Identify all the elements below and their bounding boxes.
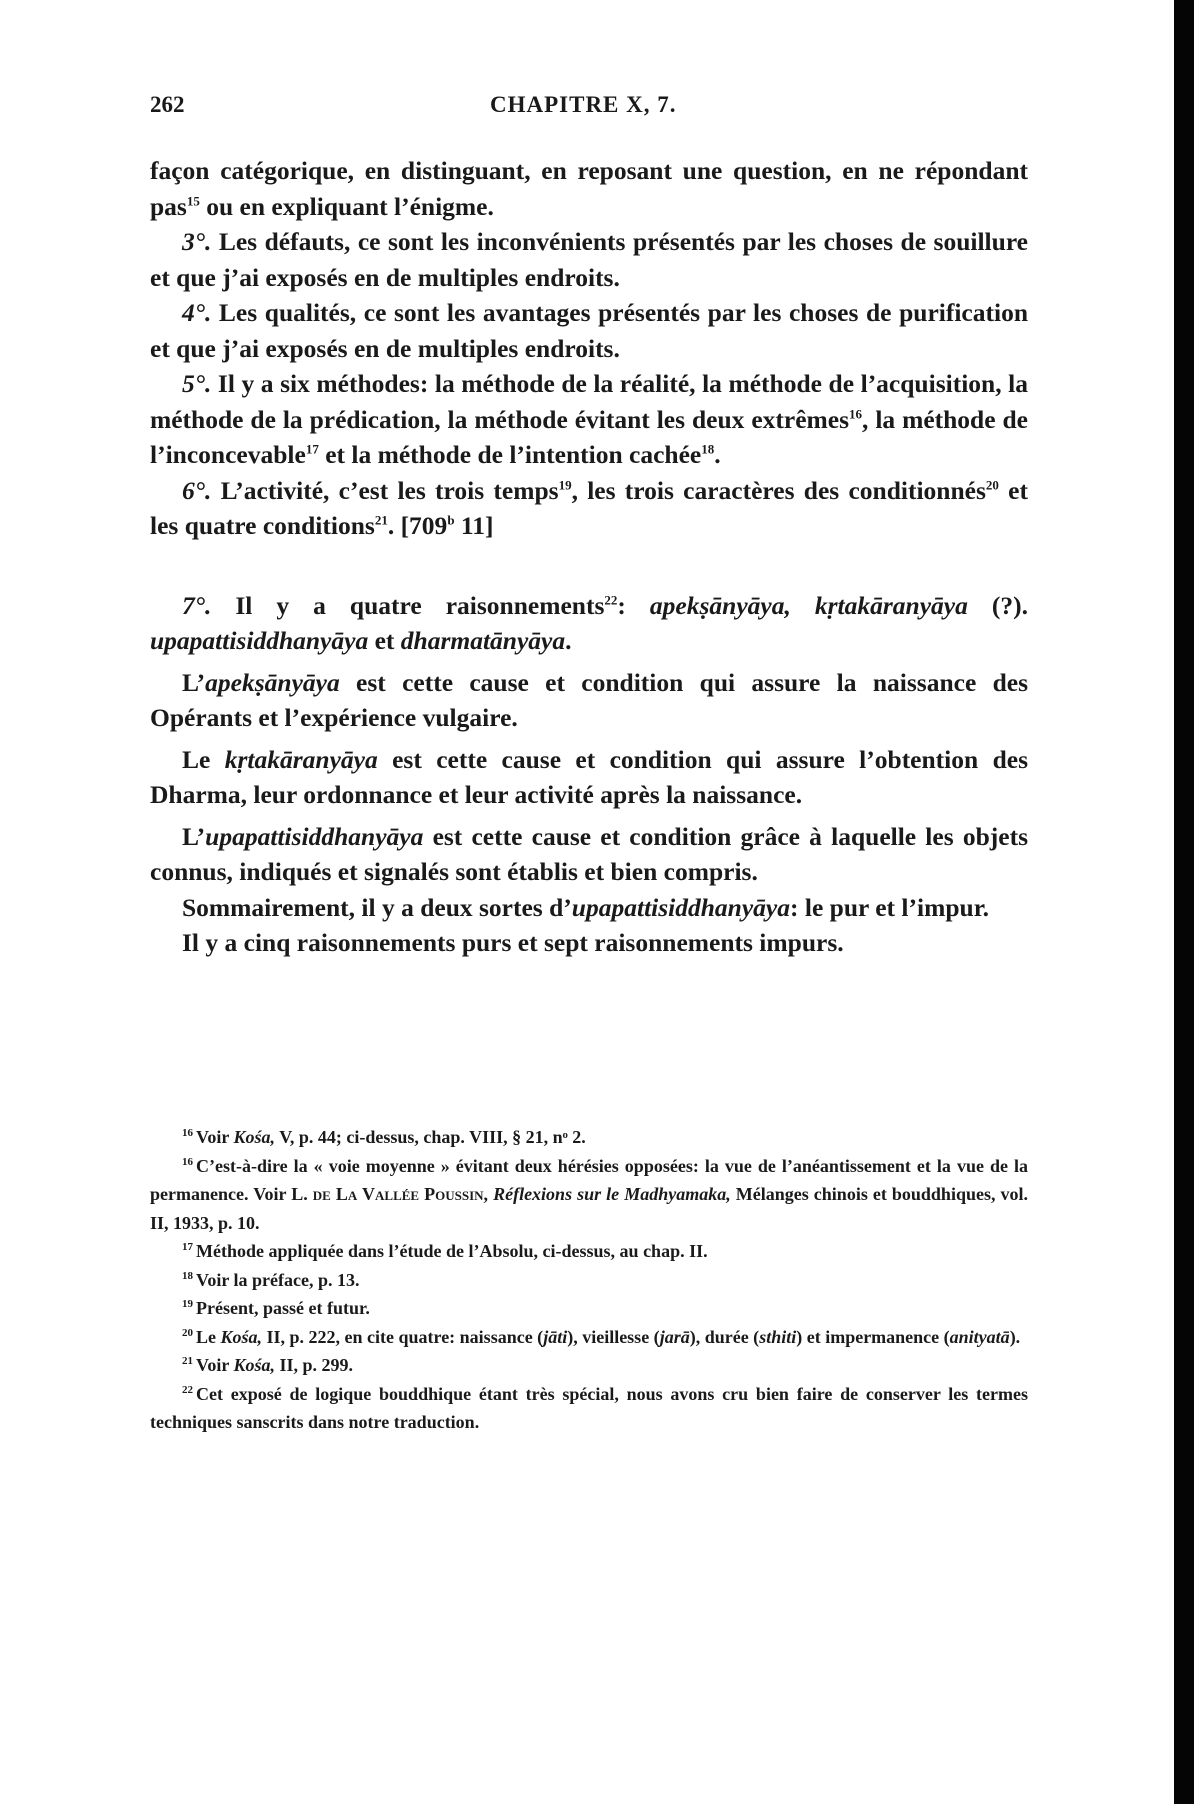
item-number: 4°. <box>182 298 212 327</box>
page-number: 262 <box>150 92 185 117</box>
paragraph-item-4: 4°. Les qualités, ce sont les avantages présentés par les choses de purification et que j’ai exposés en de multiples endroits. <box>150 298 1028 363</box>
paragraph-conclusion: Il y a cinq raisonnements purs et sept raisonnements impurs. <box>182 928 844 957</box>
footnote-ref: 19 <box>558 477 572 492</box>
footnote-17: $^{17}$ Méthode appliquée dans l’étude de l’Absolu, ci-dessus, au chap. II. <box>182 1241 708 1261</box>
sanskrit-term: dharmatānyāya <box>400 626 566 655</box>
footnote-16-b: $^{16}$ C’est-à-dire la « voie moyenne » évitant deux hérésies opposées: la vue de l’anéantissement et la vue de la permanence. Voir L. de La Vallée Poussin, Réflexions sur le Madhyamaka, Mélanges chinois et bouddhiques, vol. II, 1933, p. 10. <box>150 1155 1029 1233</box>
paragraph-summary: Sommairement, il y a deux sortes d’upapattisiddhanyāya: le pur et l’impur. <box>182 892 990 922</box>
paragraph-item-6: 6°. L’activité, c’est les trois temps$^{19}$, les trois caractères des conditionnés$^{20}$ et les quatre conditions$^{21}$. [709$^b$ 11] <box>150 475 1028 540</box>
sanskrit-term: upapattisiddhanyāya <box>205 821 424 851</box>
footnote-ref: 15 <box>186 193 200 208</box>
footnote-ref: 16 <box>849 406 863 421</box>
footnote-18: $^{18}$ Voir la préface, p. 13. <box>182 1269 360 1290</box>
main-text <box>150 153 1028 961</box>
item-number: 5°. <box>182 369 212 398</box>
paragraph-item-7: 7°. Il y a quatre raisonnements$^{22}$: apekṣānyāya, kṛtakāranyāya (?). upapattisiddhanyāya et dharmatānyāya. <box>150 590 1029 655</box>
paragraph-1: façon catégorique, en distinguant, en reposant une question, en ne répondant pas$^{15}$ ou en expliquant l’énigme. <box>150 156 1028 221</box>
footnote-16: $^{16}$ Voir Kośa, V, p. 44; ci-dessus, chap. VIII, § 21, nᵒ 2. <box>182 1127 586 1147</box>
running-title: CHAPITRE X, 7. <box>490 92 677 117</box>
sanskrit-term: apekṣānyāya <box>205 667 340 697</box>
footnote-21: $^{21}$ Voir Kośa, II, p. 299. <box>182 1355 354 1375</box>
paragraph-apeksanyaya: L’apekṣānyāya est cette cause et condition qui assure la naissance des Opérants et l’expérience vulgaire. <box>150 667 1028 732</box>
sanskrit-term: upapattisiddhanyāya <box>150 626 369 655</box>
paragraph-item-5: 5°. Il y a six méthodes: la méthode de la réalité, la méthode de l’acquisition, la méthode de la prédication, la méthode évitant les deux extrêmes$^{16}$, la méthode de l’inconcevable$^{17}$ et la méthode de l’intention cachée$^{18}$. <box>150 369 1028 469</box>
sanskrit-term: apekṣānyāya, kṛtakāranyāya <box>649 590 968 620</box>
footnote-ref: 20 <box>985 477 999 492</box>
item-number: 7°. <box>182 590 212 620</box>
page-header <box>150 92 1040 132</box>
footnotes <box>150 1123 1028 1437</box>
footnote-19: $^{19}$ Présent, passé et futur. <box>182 1298 370 1318</box>
paragraph-item-3: 3°. Les défauts, ce sont les inconvénients présentés par les choses de souillure et que j’ai exposés en de multiples endroits. <box>150 227 1028 292</box>
footnote-ref: 21 <box>374 512 388 528</box>
paragraph-krtakaranyaya: Le kṛtakāranyāya est cette cause et condition qui assure l’obtention des Dharma, leur ordonnance et leur activité après la naissance. <box>150 744 1028 809</box>
footnote-22: $^{22}$ Cet exposé de logique bouddhique étant très spécial, nous avons cru bien faire de conserver les termes techniques sanscrits dans notre traduction. <box>150 1383 1028 1432</box>
page-edge-shadow <box>1174 0 1194 1804</box>
footnote-20: $^{20}$ Le Kośa, II, p. 222, en cite quatre: naissance (jāti), vieillesse (jarā), durée (sthiti) et impermanence (anityatā). <box>182 1326 1021 1347</box>
sanskrit-term: upapattisiddhanyāya <box>571 892 790 922</box>
item-number: 6°. <box>182 475 212 505</box>
taisho-ref-column: b <box>447 512 455 528</box>
item-number: 3°. <box>182 227 212 256</box>
footnote-ref: 18 <box>701 441 715 457</box>
footnote-ref: 22 <box>604 592 618 607</box>
footnote-ref: 17 <box>305 441 319 457</box>
sanskrit-term: kṛtakāranyāya <box>224 744 378 774</box>
paragraph-upapattisiddhanyaya: L’upapattisiddhanyāya est cette cause et condition grâce à laquelle les objets connus, indiqués et signalés sont établis et bien compris. <box>150 821 1028 886</box>
